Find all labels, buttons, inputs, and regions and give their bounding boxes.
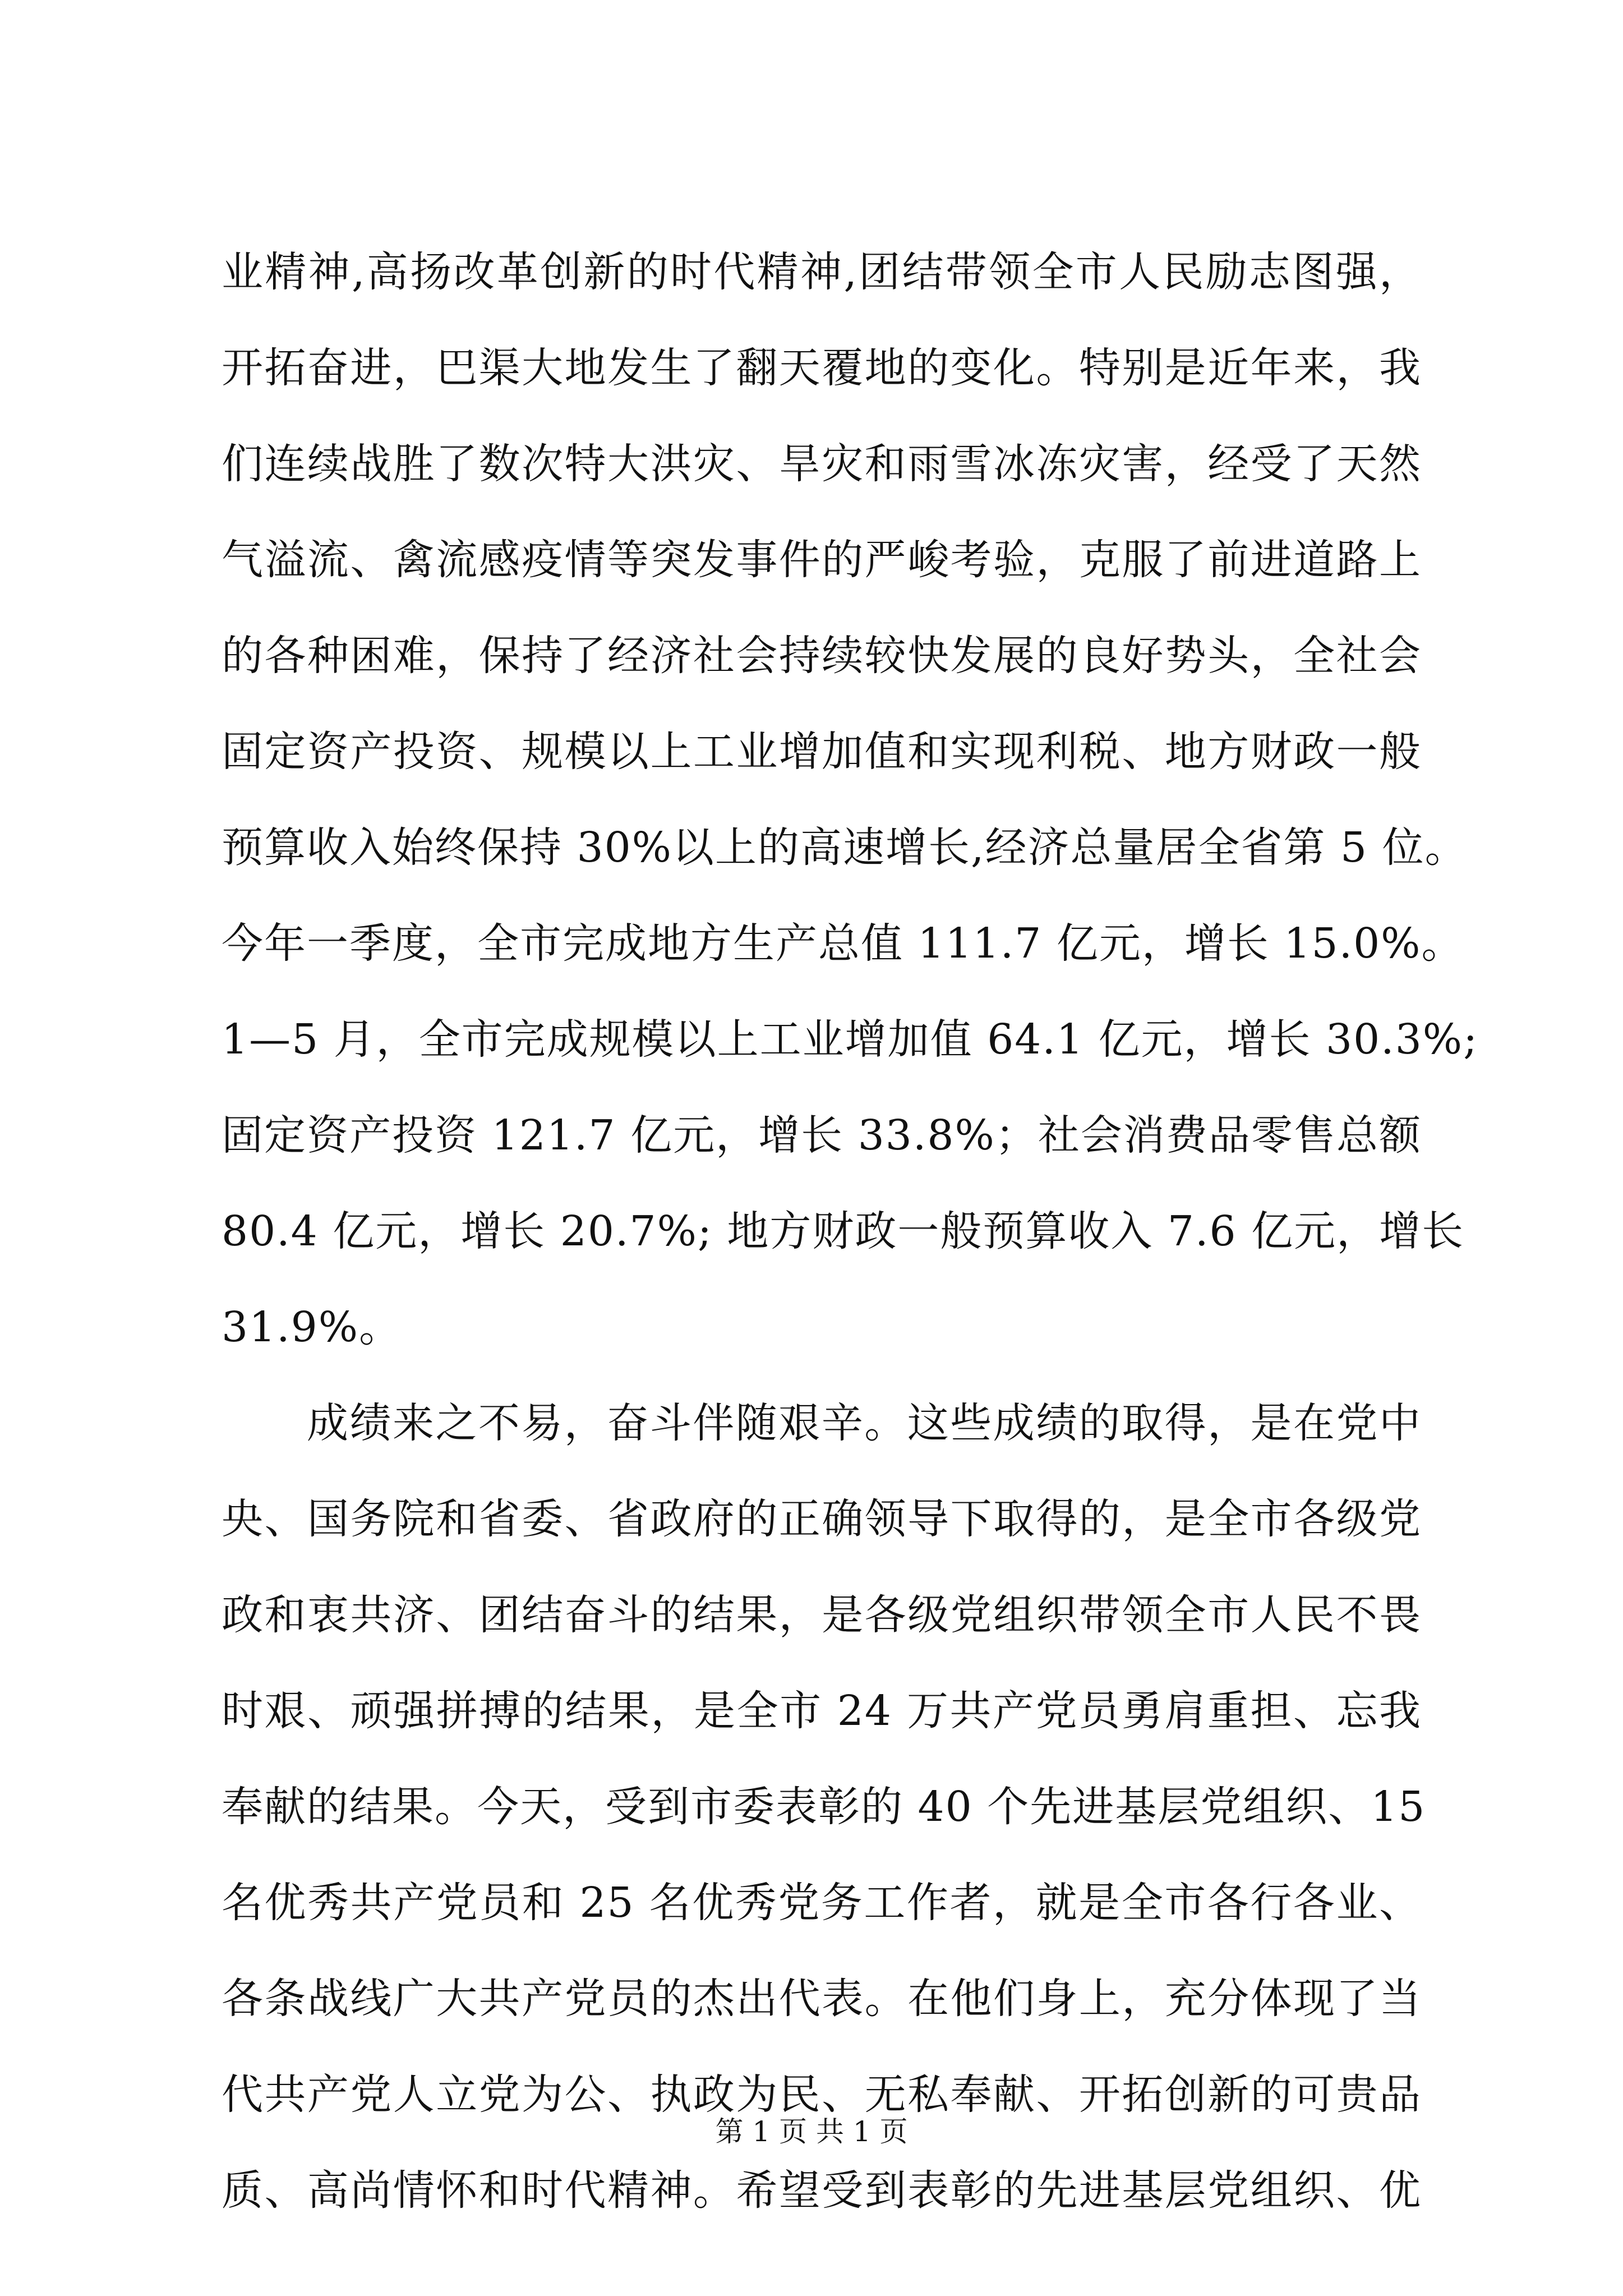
- text-line: 时艰、顽强拼搏的结果，是全市 24 万共产党员勇肩重担、忘我: [222, 1687, 1422, 1735]
- text-line: 的各种困难，保持了经济社会持续较快发展的良好势头，全社会: [222, 632, 1422, 680]
- text-line: 名优秀共产党员和 25 名优秀党务工作者，就是全市各行各业、: [222, 1879, 1422, 1927]
- text-line: 代共产党人立党为公、执政为民、无私奉献、开拓创新的可贵品: [222, 2070, 1422, 2119]
- text-line: 固定资产投资、规模以上工业增加值和实现利税、地方财政一般: [222, 728, 1422, 776]
- text-line: 央、国务院和省委、省政府的正确领导下取得的，是全市各级党: [222, 1495, 1422, 1543]
- text-line: 固定资产投资 121.7 亿元，增长 33.8%；社会消费品零售总额: [222, 1111, 1422, 1159]
- page-number-label: 第 1 页 共 1 页: [715, 2115, 908, 2148]
- text-line: 今年一季度，全市完成地方生产总值 111.7 亿元，增长 15.0%。: [222, 919, 1464, 968]
- body-text: [222, 224, 1479, 2239]
- text-line: 们连续战胜了数次特大洪灾、旱灾和雨雪冰冻灾害，经受了天然: [222, 440, 1422, 488]
- text-line: 80.4 亿元，增长 20.7%; 地方财政一般预算收入 7.6 亿元，增长: [222, 1207, 1465, 1255]
- text-line: 各条战线广大共产党员的杰出代表。在他们身上，充分体现了当: [222, 1975, 1422, 2023]
- text-line: 预算收入始终保持 30%以上的高速增长,经济总量居全省第 5 位。: [222, 823, 1468, 872]
- page-footer: [0, 2115, 1623, 2148]
- text-line: 气溢流、禽流感疫情等突发事件的严峻考验，克服了前进道路上: [222, 536, 1422, 584]
- text-line: 奉献的结果。今天，受到市委表彰的 40 个先进基层党组织、15: [222, 1783, 1426, 1831]
- text-line: 开拓奋进，巴渠大地发生了翻天覆地的变化。特别是近年来，我: [222, 344, 1422, 392]
- paragraph-first-line: 成绩来之不易，奋斗伴随艰辛。这些成绩的取得，是在党中: [307, 1399, 1422, 1447]
- text-line: 31.9%。: [222, 1303, 402, 1351]
- text-line: 质、高尚情怀和时代精神。希望受到表彰的先进基层党组织、优: [222, 2166, 1422, 2215]
- text-line: 1—5 月，全市完成规模以上工业增加值 64.1 亿元，增长 30.3%;: [222, 1015, 1479, 1064]
- text-line: 业精神,高扬改革创新的时代精神,团结带领全市人民励志图强，: [222, 248, 1422, 296]
- text-line: 政和衷共济、团结奋斗的结果，是各级党组织带领全市人民不畏: [222, 1591, 1422, 1639]
